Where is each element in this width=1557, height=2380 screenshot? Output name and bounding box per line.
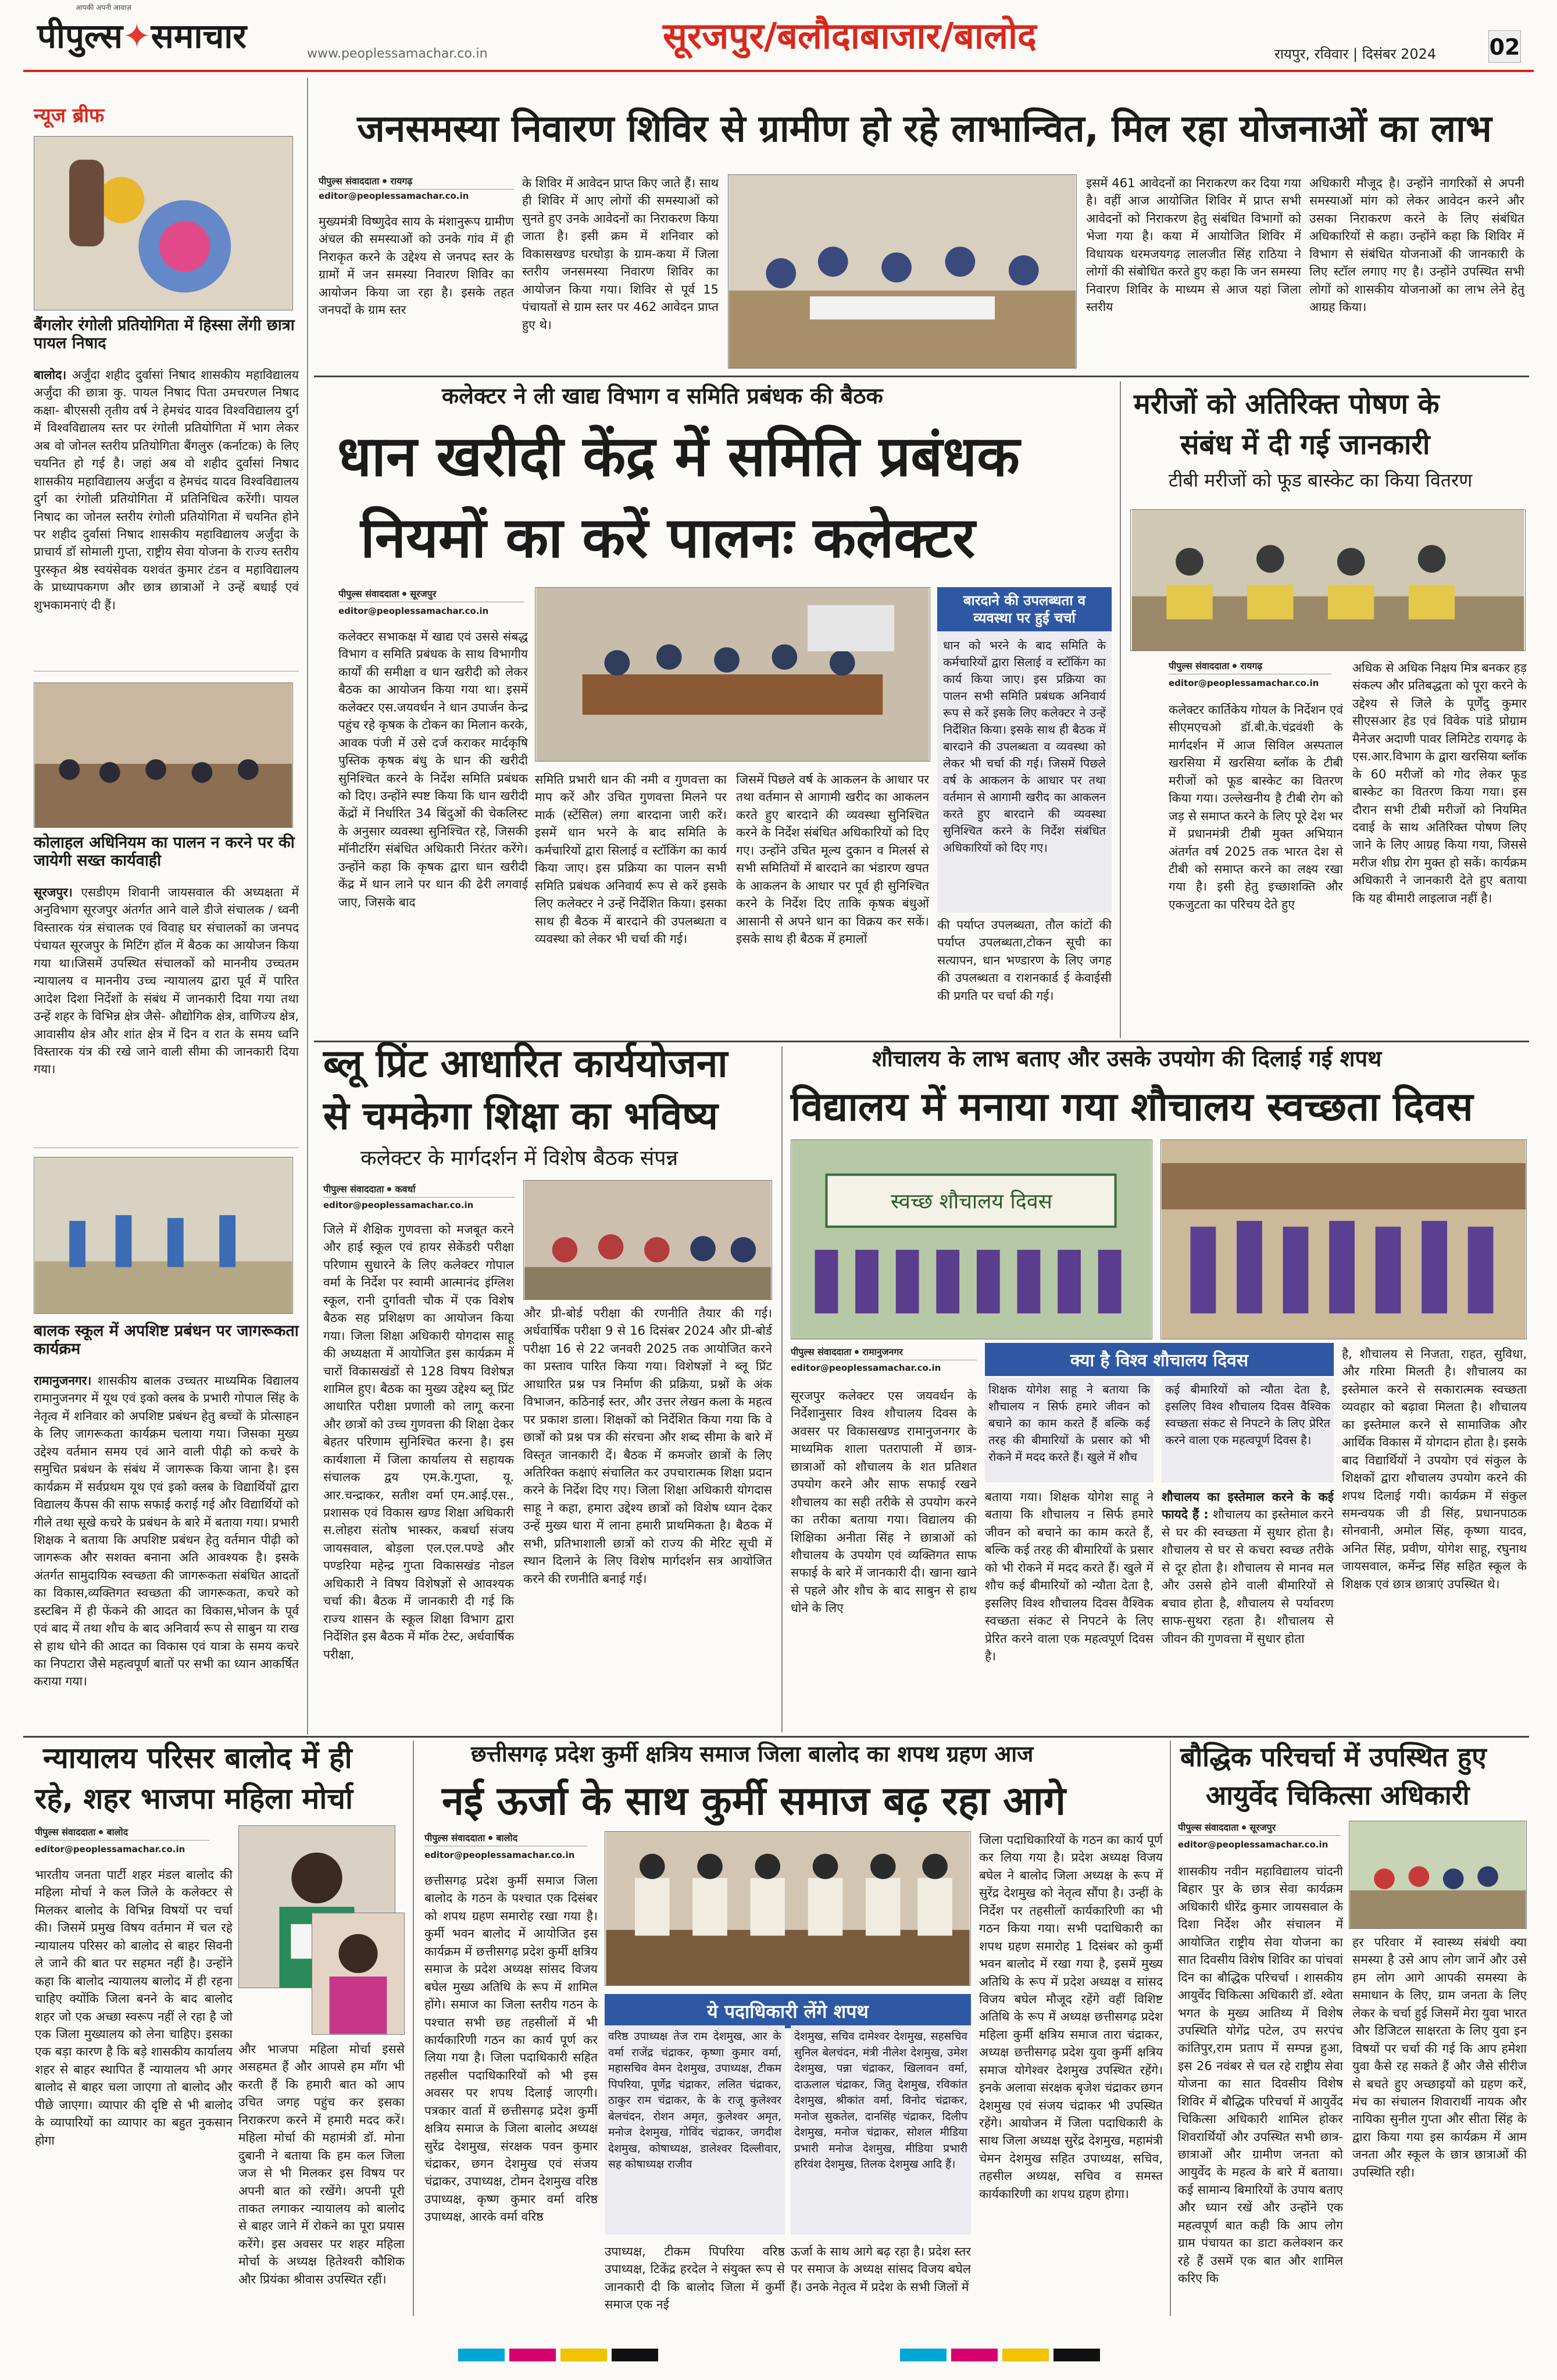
color-swatch-magenta <box>951 2349 998 2361</box>
article-7-email[interactable]: editor@peoplessamachar.co.in <box>424 1850 575 1860</box>
students-pledge-photo <box>1160 1139 1527 1339</box>
article-5-box-text-2: कई बीमारियों को न्यौता देता है, इसलिए विश्व शौचालय दिवस वैश्विक स्वच्छता संकट से निपटने के लिए प्रेरित करने वाला एक महत्वपूर्ण दिवस है। <box>1162 1378 1334 1482</box>
brief-2-place: सूरजपुर। <box>34 885 73 899</box>
column-rule <box>307 78 308 1735</box>
byline-author: पीपुल्स संवाददाता <box>323 1184 384 1195</box>
byline-place: बालोद <box>496 1832 518 1843</box>
website-link[interactable]: www.peoplessamachar.co.in <box>307 47 488 61</box>
page-number: 02 <box>1488 30 1521 63</box>
color-swatch-cyan <box>458 2349 505 2361</box>
toilet-day-banner-photo <box>791 1139 1152 1339</box>
article-5-col-4: है, शौचालय से निजता, राहत, सुविधा, और गरिमा मिलती है। शौचालय का इस्तेमाल करने से सकारात्मक स्वच्छता व्यवहार को बढ़ावा मिलता है। शौचालय का इस्तेमाल करने से सामाजिक और आर्थिक विकास में योगदान होता है। इसके बाद विद्यार्थियों ने उपयोग एवं संकुल के शिक्षकों द्वारा शौचालय उपयोग करने की शपथ दिलाई गयी। कार्यक्रम में संकुल समन्वयक जी डी सिंह, प्रधानपाठक सोनवानी, अमोल सिंह, कृष्णा यादव, अनित सिंह, प्रवीण, योगेश साहू, रघुनाथ जायसवाल, कर्मेन्द्र सिंह सहित स्कूल के शिक्षक एवं छात्र छात्राएं उपस्थित थे। <box>1342 1347 1527 1591</box>
logo-right: समाचार <box>151 16 247 56</box>
rangoli-photo <box>34 136 293 310</box>
logo-tagline: आपकी अपनी आवाज़ <box>76 3 131 12</box>
article-8-col-1: शासकीय नवीन महाविद्यालय चांदनी बिहार पुर के छात्र सेवा कार्यक्रम अधिकारी धीरेंद्र कुमार जायसवाल के दिशा निर्देश और संचालन में आयोजित राष्ट्रीय सेवा योजना का सात दिवसीय विशेष शिविर का पांचवां दिन का बौद्धिक परिचर्चा । शासकीय आयुर्वेद चिकित्सा अधिकारी डॉ. श्वेता भगत के मुख्य आतिथ्य में विशेष उपस्थिति योगेंद्र पटेल, उप सरपंच कांतिपुर,राम प्रताप में सम्पन्न हुआ, इस 26 नवंबर से चल रहे राष्ट्रीय सेवा योजना का सात दिवसीय विशेष शिविर में बौद्धिक परिचर्चा में आयुर्वेद चिकित्सा अधिकारी शामिल होकर शिवरार्थियों और उपस्थित सभी छात्र-छात्राओं और ग्रामीण जनता को आयुर्वेद के महत्व के बारे में बताया। कई सामान्य बिमारियों के उपाय बताए और ध्यान रखें और उन्होंने एक महत्वपूर्ण बात कही कि आप लोग ग्राम पंचायत का डाटा कलेक्शन कर रहे हैं उसमें एक बात और शामिल करिए कि <box>1178 1864 1343 2286</box>
sidebar-box-title: बारदाने की उपलब्धता व व्यवस्था पर हुई चर्चा <box>937 587 1112 631</box>
article-5-col-3 <box>1162 1488 1334 1732</box>
article-1-col-4: अधिकारी मौजूद है। उन्होंने नागरिकों से अपनी समस्याओं मांग को लेकर आवेदन करने और उसका निराकरण करने के लिए संबंधित अधिकारियों से कहा। उन्होंने कहा कि शिविर में विभाग से संबंधित योजनाओं की जानकारी के लिए स्टॉल लगाए गए है। उन्होंने उपस्थित सभी लोगों को शासकीय योजनाओं का लाभ लेने हेतु आग्रह किया। <box>1309 176 1524 315</box>
article-7-kicker: छत्तीसगढ़ प्रदेश कुर्मी क्षत्रिय समाज जिला बालोद का शपथ ग्रहण आज <box>471 1741 1034 1767</box>
article-7-box-text-2: देशमुख, सचिव दामेश्वर देशमुख, सहसचिव सुनिल बेलचंदन, मंत्री नीलेश देशमुख, उमेश देशमुख, पन्ना चंद्राकर, खिलावन वर्मा, दाऊलाल चंद्राकर, जितु देशमुख, रविकांत देशमुख, श्रीकांत वर्मा, विनोद चंद्राकर, मनोज सुकतेल, दानसिंह चंद्राकर, दिलीप देशमुख, मनोज चंद्राकर, सोशल मीडिया प्रभारी मनोज देशमुख, मीडिया प्रभारी हरिवंश देशमुख, तिलक देशमुख आदि हैं। <box>791 2025 971 2235</box>
article-4-email[interactable]: editor@peoplessamachar.co.in <box>323 1200 474 1210</box>
food-basket-photo <box>1130 509 1526 651</box>
byline-author: पीपुल्स संवाददाता <box>424 1832 485 1843</box>
brief-3-text: शासकीय बालक उच्चतर माध्यमिक विद्यालय रामानुजनगर में यूथ एवं इको क्लब के प्रभारी गोपाल सिंह के नेतृत्व में शनिवार को अपशिष्ट प्रबंधन हेतु बच्चों के प्रोत्साहन के लिए जागरूकता कार्यक्रम चलाया गया। जिसका मुख्य उद्देश्य वर्तमान समय एवं आने वाली पीढ़ी को कचरे के समुचित प्रबंधन के संबंध में जागरूक किया जाना है। इस कार्यक्रम में सर्वप्रथम यूथ एवं इको क्लब के विद्यार्थियों द्वारा विद्यालय कैंपस की साफ सफाई कराई गई और विद्यार्थियों को गीले तथा सूखे कचरे के प्रबंधन के बारे में बताया गया। प्रभारी शिक्षक ने बताया कि अपशिष्ट प्रबंधन हेतु वर्तमान पीढ़ी को जागरूक और सशक्त बनाना अति आवश्यक है। इसके अंतर्गत सामुदायिक स्वच्छता की जागरूकता संबंधित आदतों का विकास,व्यक्तिगत स्वच्छता की जागरूकता, कचरे को डस्टबिन में ही फेंकने की आदत का विकास,भोजन के पूर्व एवं बाद में तथा शौच के बाद अनिवार्य रूप से साबुन या राख से हाथ धोने की आदत का विकास एवं यात्रा के समय कचरे का निपटारा जैसे महत्वपूर्ण बातों पर सभी का ध्यान आकर्षित कराया गया। <box>34 1374 299 1689</box>
article-5-byline <box>791 1345 977 1360</box>
brief-2-text: एसडीएम शिवानी जायसवाल की अध्यक्षता में अनुविभाग सूरजपुर अंतर्गत आने वाले डीजे संचालक / ध्वनी विस्तारक यंत्र संचालक एवं विवाह घर संचालकों का जनपद पंचायत सूरजपुर के मिटिंग हॉल में बैठक का आयोजन किया गया था।जिसमें उपस्थित संचालकों को माननीय उच्चतम न्यायालय व माननीय उच्च न्यायालय द्वारा पूर्व में पारित आदेश दिशा निर्देशों के संबंध में जानकारी दिया गया तथा उन्हें शहर के विभिन्न क्षेत्र जैसे- औद्योगिक क्षेत्र, वाणिज्य क्षेत्र, आवासीय क्षेत्र और शांत क्षेत्र में दिन व रात के समय ध्वनि विस्तारक यंत्र की रखे जाने वाली सीमा की जानकारी दिया गया। <box>34 885 299 1077</box>
color-swatch-black <box>1054 2349 1100 2361</box>
article-1-col-2: के शिविर में आवेदन प्राप्त किए जाते हैं। साथ ही शिविर में आए लोगों की समस्याओं को सुनते हुए उनके आवेदनों का निराकरण किया जाता है। इसी क्रम में शनिवार को विकासखण्ड घरघोड़ा के ग्राम-कया में जिला स्तरीय जनसमस्या निवारण शिविर का आयोजन किया गया। शिविर से पूर्व 15 पंचायतों से ग्राम स्तर पर 462 आवेदन प्राप्त हुए थे। <box>522 176 719 332</box>
byline-author: पीपुल्स संवाददाता <box>35 1827 96 1838</box>
logo-left: पीपुल्स <box>37 16 123 56</box>
article-3-col-1: कलेक्टर कार्तिकेय गोयल के निर्देशन एवं सीएमएचओ डॉ.बी.के.चंद्रवंशी के मार्गदर्शन में आज सिविल अस्पताल खरसिया में खरसिया ब्लॉक के टीबी मरीजों को फूड बास्केट का वितरण किया गया। उल्लेखनीय है टीबी रोग को जड़ से समाप्त करने के लिए पूरे देश भर में प्रधानमंत्री टीबी मुक्त अभियान अंतर्गत वर्ष 2025 तक भारत देश से टीबी को समाप्त करने का लक्ष्य रखा गया है। इसी हेतु इच्छाशक्ति और एकजुटता का परिचय देते हुए <box>1169 703 1343 912</box>
color-swatch-cyan <box>900 2349 947 2361</box>
article-2-col-3: जिसमें पिछले वर्ष के आकलन के आधार पर तथा वर्तमान से आगामी खरीद का आकलन करते हुए बारदाने की व्यवस्था सुनिश्चित करने के निर्देश संबंधित अधिकारियों को दिए गए। उन्होंने उचित मूल्य दुकान व मिलर्स से सभी समितियों में बारदाने का भंडारण खपत के आकलन के आधार पर पूर्व ही सुनिश्चित करने के निर्देश दिए ताकि कृषक बंधुओं आसानी से अपने धान का विक्रय कर सकें। इसके साथ ही बैठक में हमालों <box>736 773 929 946</box>
column-rule <box>1170 1741 1171 2316</box>
article-5-col-2: बताया गया। शिक्षक योगेश साहू ने बताया कि शौचालय न सिर्फ हमारे जीवन को बचाने का काम करते हैं, बल्कि कई तरह की बीमारियों के प्रसार को भी रोकने में मदद करते हैं। खुले में शौच कई बीमारियों को न्यौता देता है, इसलिए विश्व शौचालय दिवस वैश्विक स्वच्छता संकट से निपटने के लिए प्रेरित करने वाला एक महत्वपूर्ण दिवस है। <box>985 1490 1154 1663</box>
camp-photo <box>728 174 1077 369</box>
article-7-col-4: जिला पदाधिकारियों के गठन का कार्य पूर्ण कर लिया गया है। प्रदेश अध्यक्ष विजय बघेल ने बालोद जिला अध्यक्ष के रूप में सुरेंद्र देशमुख को नेतृत्व सौंपा है। उन्हीं के निर्देश पर तहसीलों कार्यकारिणी का भी गठन किया गया। सभी पदाधिकारी का शपथ ग्रहण समारोह 1 दिसंबर को कुर्मी भवन बालोद में रखा गया है, इसमें मुख्य अतिथि के रूप में प्रदेश अध्यक्ष व सांसद विजय बघेल मौजूद रहेंगे वहीं विशिष्ट अतिथि के रूप में अध्यक्ष छत्तीसगढ़ प्रदेश महिला कुर्मी क्षत्रिय समाज तारा चंद्राकर, अध्यक्ष छत्तीसगढ़ प्रदेश युवा कुर्मी क्षत्रिय समाज योगेश्वर देशमुख उपस्थित रहेंगे। इनके अलावा संरक्षक बृजेश चंद्राकर छगन देशमुख एवं संजय चंद्राकर भी उपस्थित रहेंगे। आयोजन में जिला पदाधिकारी के साथ जिला अध्यक्ष सुरेंद्र देशमुख, महामंत्री चेमन देशमुख सहित उपाध्यक्ष, सचिव, तहसील अध्यक्ष, सचिव व समस्त कार्यकारिणी का शपथ ग्रहण होगा। <box>979 1833 1163 2201</box>
mahila-morcha-photo-2 <box>312 1913 405 2035</box>
news-brief-label: न्यूज ब्रीफ <box>34 104 105 127</box>
brief-2-body <box>34 884 299 1151</box>
article-5-col-1: सूरजपुर कलेक्टर एस जयवर्धन के निर्देशानुसार विश्व शौचालय दिवस के अवसर पर विकासखण्ड रामानुजनगर के माध्यमिक शाला पतरापाली में छात्र-छात्राओं को शौचालय के शत प्रतिशत उपयोग करने और साफ सफाई रखने शौचालय का सही तरीके से उपयोग करने का तरीका बताया गया। विद्यालय की शिक्षिका अनीता सिंह ने छात्राओं को शौचालय के उपयोग एवं व्यक्तिगत साफ सफाई के बारे में जानकारी दी। खाना खाने से पहले और शौच के बाद साबुन से हाथ धोने के लिए <box>791 1389 977 1616</box>
brief-3-headline: बालक स्कूल में अपशिष्ट प्रबंधन पर जागरूकता कार्यक्रम <box>34 1322 299 1359</box>
article-6-headline-line-2: रहे, शहर भाजपा महिला मोर्चा <box>35 1782 353 1816</box>
color-swatch-yellow <box>560 2349 607 2361</box>
byline-author: पीपुल्स संवाददाता <box>1169 660 1230 671</box>
article-6-email[interactable]: editor@peoplessamachar.co.in <box>35 1844 185 1854</box>
byline-author: पीपुल्स संवाददाता <box>1178 1822 1239 1833</box>
byline-place: रायगढ़ <box>390 176 413 187</box>
article-3-byline <box>1169 659 1331 674</box>
article-8-email[interactable]: editor@peoplessamachar.co.in <box>1178 1839 1329 1850</box>
article-4-col-1: जिले में शैक्षिक गुणवत्ता को मजबूत करने और हाई स्कूल एवं हायर सेकेंडरी परीक्षा परिणाम सुधारने के लिए कलेक्टर गोपाल वर्मा के निर्देश पर स्वामी आत्मानंद इंग्लिश स्कूल, रानी दुर्गावती चौक में एक विशेष बैठक सह प्रशिक्षण का आयोजन किया गया। जिला शिक्षा अधिकारी योगदास साहू की अध्यक्षता में आयोजित इस कार्यक्रम में चारों विकासखंडों से 128 विषय विशेषज्ञ शामिल हुए। बैठक का मुख्य उद्देश्य ब्लू प्रिंट आधारित परीक्षा प्रणाली को लागू करना और छात्रों को उच्च गुणवत्ता की शिक्षा देकर बेहतर परिणाम सुनिश्चित करना है। इस कार्यशाला में जिला कार्यालय से सहायक संचालक द्वय एम.के.गुप्ता, यू. आर.चन्द्राकर, सतीश वर्मा एम.आई.एस., प्रशासक एवं विकास खण्ड शिक्षा अधिकारी स.लोहरा संतोष भास्कर, कबर्धा संजय जायसवाल, बोड़ला एल.एल.पण्डे और पण्डरिया महेन्द्र गुप्ता विकासखंड नोडल अधिकारी ने विषय विशेषज्ञों से आवश्यक चर्चा की। बैठक में जानकारी दी गई कि राज्य शासन के स्कूल शिक्षा विभाग द्वारा निर्देशित इस बैठक में मॉक टेस्ट, अर्धवार्षिक परीक्षा, <box>323 1223 514 1661</box>
kurmi-press-meet-photo <box>605 1831 971 1986</box>
collector-meeting-photo <box>535 587 930 762</box>
sidebar-box-text: धान को भरने के बाद समिति के कर्मचारियों द्वारा सिलाई व स्टॉकिंग का कार्य किया जाए। इस प्रक्रिया का पालन सभी समिति प्रबंधक अनिवार्य रूप से करें इसके लिए कलेक्टर ने उन्हें निर्देशित किया। इसके साथ ही बैठक में बारदाने की उपलब्धता व व्यवस्था को लेकर भी चर्चा की गई। जिसमें पिछले वर्ष के आकलन के आधार पर तथा वर्तमान से आगामी खरीद का आकलन करते हुए बारदाने की व्यवस्था सुनिश्चित करने के निर्देश संबंधित अधिकारियों को दिए गए। <box>943 638 1106 855</box>
brief-1-headline: बैंगलोर रंगोली प्रतियोगिता में हिस्सा लेंगी छात्रा पायल निषाद <box>34 316 295 353</box>
article-5-box-text: शिक्षक योगेश साहू ने बताया कि शौचालय न सिर्फ हमारे जीवन को बचाने का काम करते हैं बल्कि कई तरह की बीमारियों के प्रसार को भी रोकने में मदद करते हैं। खुले में शौच <box>985 1378 1154 1482</box>
article-3-headline-line-1: मरीजों को अतिरिक्त पोषण के <box>1134 388 1440 420</box>
dateline: रायपुर, रविवार | दिसंबर 2024 <box>1274 46 1437 62</box>
byline-place: सूरजपुर <box>410 588 437 599</box>
article-5-email[interactable]: editor@peoplessamachar.co.in <box>791 1363 941 1373</box>
ayurved-camp-photo <box>1349 1821 1527 1929</box>
training-meeting-photo <box>523 1180 772 1300</box>
article-4-subhead: कलेक्टर के मार्गदर्शन में विशेष बैठक संपन्न <box>360 1146 678 1170</box>
article-5-box-title: क्या है विश्व शौचालय दिवस <box>985 1343 1334 1376</box>
byline-place: कवर्धा <box>395 1184 416 1195</box>
section-rule <box>23 1736 1529 1738</box>
article-7-headline: नई ऊर्जा के साथ कुर्मी समाज बढ़ रहा आगे <box>442 1778 1066 1824</box>
article-7-box-text: वरिष्ठ उपाध्यक्ष तेज राम देशमुख, आर के वर्मा राजेंद्र चंद्राकर, कृष्णा कुमार वर्मा, महासचिव वेमन देशमुख, उपाध्यक्ष, टीकम पिपरिया, पूर्णेद्र चंद्राकर, ललित चंद्राकर, ठाकुर राम चंद्राकर, के के राजू कुलेश्वर बेलचंदन, रोशन अमृत, कुलेश्वर अमृत, मनोज देशमुख, गोविंद चंद्राकर, जगदीश देशमुख, कोषाध्यक्ष, डालेश्वर दिल्लीवार, सह कोषाध्यक्ष राजीव <box>605 2025 785 2235</box>
column-rule <box>781 1046 783 1732</box>
article-6-byline <box>35 1825 209 1841</box>
article-3-headline-line-2: संबंध में दी गई जानकारी <box>1180 428 1430 461</box>
article-2-col-1: कलेक्टर सभाकक्ष में खाद्य एवं उससे संबद्ध विभाग व समिति प्रबंधक के साथ विभागीय कार्यों की समीक्षा व धान खरीदी को लेकर बैठक का आयोजन किया गया था। इसमें कलेक्टर एस.जयवर्धन ने धान उपार्जन केन्द्र पहुंच रहे कृषक के टोकन का मिलान करके, आवक पंजी में उसे दर्ज कराकर मार्दकृषि पुस्तिक कृषक बंधु के धान की खरीदी सुनिश्चित करने के निर्देश समिति प्रबंधक को दिए। उन्होंने स्पष्ट किया कि धान खरीदी केंद्रों में निर्धारित 34 बिंदुओं की चेकलिस्ट के अनुसार व्यवस्था सुनिश्चित रहे, जिसकी मॉनीटरिंग संबंधित अधिकारी निरंतर करेंगे। उन्होंने कहा कि कृषक द्वारा धान खरीदी केंद्र में धान लाने पर धान की ढेरी लगवाई जाए, जिसके बाद <box>338 630 528 909</box>
byline-place: रामानुजनगर <box>862 1346 903 1357</box>
article-2-headline-line-1: धान खरीदी केंद्र में समिति प्रबंधक <box>337 424 1020 489</box>
article-5-kicker: शौचालय के लाभ बताए और उसके उपयोग की दिलाई गई शपथ <box>872 1046 1382 1071</box>
article-4-col-2: और प्री-बोर्ड परीक्षा की रणनीति तैयार की गई। अर्धवार्षिक परीक्षा 9 से 16 दिसंबर 2024 और प्री-बोर्ड परीक्षा 16 से 22 जनवरी 2025 तक आयोजित करने का प्रस्ताव पारित किया गया। विशेषज्ञों ने ब्लू प्रिंट आधारित प्रश्न पत्र निर्माण की प्रक्रिया, प्रश्नों के अंक विभाजन, कठिनाई स्तर, और उत्तर लेखन कला के महत्व पर प्रकाश डाला। शिक्षकों को निर्देशित किया गया कि वे छात्रों को प्रश्न पत्र की संरचना और शब्द सीमा के बारे में विस्तृत जानकारी दें। बैठक में कमजोर छात्रों के लिए अतिरिक्त कक्षाएं संचालित कर उपचारात्मक शिक्षा प्रदान करने के निर्देश दिए गए। जिला शिक्षा अधिकारी योगदास साहू ने कहा, हमारा उद्देश्य छात्रों को विशेष ध्यान देकर उन्हें मुख्य धारा में लाना हमारी प्राथमिकता है। बैठक में सभी, प्रतिभाशाली छात्रों को राज्य की मेरिट सूची में स्थान दिलाने के लिए विशेष मार्गदर्शन सत्र आयोजित करने की रणनीति बनाई गई। <box>523 1306 772 1586</box>
school-cleanup-photo <box>34 1157 293 1314</box>
article-2-headline-line-2: नियमों का करें पालनः कलेक्टर <box>360 505 976 570</box>
byline-author: पीपुल्स संवाददाता <box>319 176 380 187</box>
article-1-byline <box>319 174 514 190</box>
article-2-kicker: कलेक्टर ने ली खाद्य विभाग व समिति प्रबंधक की बैठक <box>442 383 883 409</box>
byline-place: रायगढ़ <box>1240 660 1263 671</box>
article-3-email[interactable]: editor@peoplessamachar.co.in <box>1169 678 1319 688</box>
article-3-col-2: अधिक से अधिक निक्षय मित्र बनकर हड़ संकल्प और प्रतिबद्धता को पूरा करने के उद्देश्य से जिले के पूर्णेंदु कुमार सीएसआर हेड एवं विवेक पांडे प्रोग्राम मैनेजर अदाणी पावर लिमिटेड रायगढ़ के एस.आर.विभाग के द्वारा खरसिया ब्लॉक के 60 मरीजों को गोद लेकर फूड बास्केट का वितरण किया गया। इस दौरान सभी टीबी मरीजों को नियमित दवाई के साथ अतिरिक्त पोषण लिए जाने के लिए आग्रह किया गया, जिससे मरीज शीघ्र रोग मुक्त हो सकें। कार्यक्रम अधिकारी ने जानकारी देते हुए बताया कि यह बीमारी लाइलाज नहीं है। <box>1352 661 1527 905</box>
footer-color-strip <box>35 2346 1523 2364</box>
article-1-col-3: इसमें 461 आवेदनों का निराकरण कर दिया गया है। वहीं आज आयोजित शिविर में प्राप्त सभी आवेदनों को निराकरण हेतु संबंधित विभागों को भेजा गया है। कया में आयोजित शिविर में विधायक धरमजयगढ़ लालजीत सिंह राठिया ने लोगों की संबोधित करते हुए कहा कि जन समस्या निवारण शिविर के माध्यम से आज यहां जिला स्तरीय <box>1086 176 1301 315</box>
article-7-byline <box>424 1831 587 1846</box>
article-8-headline-line-2: आयुर्वेद चिकित्सा अधिकारी <box>1206 1779 1470 1811</box>
article-5-col-3-text: शौचालय का इस्तेमाल करने से घर की स्वच्छता में सुधार होता है। शौचालय से घर से कचरा स्वच्छ तरीके से दूर होता है। शौचालय से मानव मल और उससे होने वाली बीमारियों से बचाव होता है, शौचालय से पर्यावरण साफ-सुथरा रहता है। शौचालय से जीवन की गुणवत्ता में सुधार होता <box>1162 1507 1334 1646</box>
article-7-col-1: छत्तीसगढ़ प्रदेश कुर्मी समाज जिला बालोद के गठन के पश्चात एक दिसंबर को शपथ ग्रहण समारोह रखा गया है। कुर्मी भवन बालोद में आयोजित इस कार्यक्रम में छत्तीसगढ़ प्रदेश कुर्मी क्षत्रिय समाज के प्रदेश अध्यक्ष सांसद विजय बघेल मुख्य अतिथि के रूप में शामिल होंगे। समाज का जिला स्तरीय गठन के पश्चात सभी छह तहसीलों में भी कार्यकारिणी गठन का कार्य पूर्ण कर लिया गया है। जिला पदाधिकारी सहित तहसील पदाधिकारियों को भी इस अवसर पर शपथ दिलाई जाएगी। पत्रकार वार्ता में छत्तीसगढ़ प्रदेश कुर्मी क्षत्रिय समाज के जिला बालोद अध्यक्ष सुरेंद्र देशमुख, संरक्षक पवन कुमार चंद्राकर, छगन देशमुख एवं संजय चंद्राकर, उपाध्यक्ष, टोमन देशमुख वरिष्ठ उपाध्यक्ष, कृष्ण कुमार वर्मा वरिष्ठ उपाध्यक्ष, आरके वर्मा वरिष्ठ <box>424 1874 598 2224</box>
article-2-email[interactable]: editor@peoplessamachar.co.in <box>338 606 489 616</box>
article-7-box-title: ये पदाधिकारी लेंगे शपथ <box>605 1994 971 2028</box>
color-swatch-yellow <box>1002 2349 1049 2361</box>
article-2-col-2: समिति प्रभारी धान की नमी व गुणवत्ता का माप करें और उचित गुणवत्ता मिलने पर मार्क (स्टेंसिल) लगा बारदाना जारी करें। इसमें धान भरने के बाद समिति के कर्मचारियों द्वारा सिलाई व स्टॉकिंग का कार्य किया जाए। इस प्रक्रिया का पालन सभी समिति प्रबंधक अनिवार्य रूप से करें इसके लिए कलेक्टर ने उन्हें निर्देशित किया। इसका साथ ही बैठक में बारदाने की उपलब्धता व व्यवस्था को लेकर भी चर्चा की गई। <box>535 773 727 946</box>
article-6-col-1: भारतीय जनता पार्टी शहर मंडल बालोद की महिला मोर्चा ने कल जिले के कलेक्टर से मिलकर बालोद के विभिन्न विषयों पर चर्चा की। जिसमें प्रमुख विषय वर्तमान में चल रहे न्यायालय परिसर को बालोद से बाहर सिवनी ले जाने की बात पर सहमत नहीं है। उन्होंने कहा कि बालोद न्यायालय बालोद में ही रहना चाहिए क्योंकि जिला बनने के बाद बालोद शहर जो एक अच्छा स्वरूप नहीं ले रहा है जो एक जिला मुख्यालय को लेना चाहिए। इसका एक बड़ा कारण है कि बड़े शासकीय कार्यालय शहर से बाहर स्थापित हैं न्यायालय भी अगर बालोद से बाहर चला जाएगा तो बालोद और पीछे जाएगा। व्यापार की दृष्टि से भी बालोद के व्यापारियों का व्यापार का बहुत नुकसान होगा <box>35 1868 233 2147</box>
meeting-hall-photo <box>34 682 293 828</box>
article-5-headline: विद्यालय में मनाया गया शौचालय स्वच्छता दिवस <box>791 1084 1473 1130</box>
byline-place: सूरजपुर <box>1249 1822 1276 1833</box>
color-swatch-magenta <box>509 2349 556 2361</box>
brief-3-place: रामानुजनगर। <box>34 1374 92 1388</box>
article-8-col-2: हर परिवार में स्वास्थ्य संबंधी क्या समस्या है उसे आप लोग जानें और उसे हम लोग आगे आपकी समस्या के समाधान के लिए, ग्राम जनता के लिए लेकर के चर्चा हुई जिसमें मेरा युवा भारत और डिजिटल साक्षरता के लिए युवा इन विषयों पर चर्चा की गई कि आप हमेशा युवा कैसे रह सकते हैं और जैसे सीरीज से बचते हुए अच्छाइयों को ग्रहण करें, मंच का संचालन शिवारार्थी नायक और नायिका सुनील गुप्ता और सीता सिंह के द्वारा किया गया इस कार्यक्रम में आम जनता और स्कूल के छात्र छात्राओं की उपस्थिति रही। <box>1352 1935 1527 2179</box>
banner-text: स्वच्छ शौचालय दिवस <box>891 1189 1052 1214</box>
article-4-byline <box>323 1182 515 1198</box>
article-5-col-3-title: शौचालय का इस्तेमाल करने के कई फायदे हैं : <box>1162 1490 1334 1522</box>
byline-author: पीपुल्स संवाददाता <box>791 1346 852 1357</box>
article-8-byline <box>1178 1821 1341 1836</box>
masthead <box>0 0 1557 70</box>
brief-1-body <box>34 366 299 680</box>
edition-title: सूरजपुर/बलौदाबाजार/बालोद <box>663 15 1037 57</box>
article-4-headline-line-1: ब्लू प्रिंट आधारित कार्ययोजना <box>323 1041 728 1086</box>
article-3-subhead: टीबी मरीजों को फूड बास्केट का किया वितरण <box>1169 469 1473 491</box>
article-1-email[interactable]: editor@peoplessamachar.co.in <box>319 191 469 201</box>
column-rule <box>413 1741 414 2316</box>
byline-author: पीपुल्स संवाददाता <box>338 588 399 599</box>
article-8-headline-line-1: बौद्धिक परिचर्चा में उपस्थित हुए <box>1180 1741 1487 1773</box>
article-7-col-3: ऊर्जा के साथ आगे बढ़ रहा है। प्रदेश स्तर पर समाज के अध्यक्ष सांसद विजय बघेल हैं। उनके नेतृत्व में प्रदेश के सभी जिलों में <box>791 2245 971 2294</box>
article-1-col-1: मुख्यमंत्री विष्णुदेव साय के मंशानुरूप ग्रामीण अंचल की समस्याओं को उनके गांव में ही निराकृत करने के उद्देश्य से जनपद स्तर के ग्रामों में जन समस्या निवारण शिविर का आयोजन किया जा रहा है। इसके तहत जनपदों के ग्राम स्तर <box>319 215 514 317</box>
logo: पीपुल्स✦समाचार <box>37 16 247 56</box>
article-2-col-4: की पर्याप्त उपलब्धता, तौल कांटों की पर्याप्त उपलब्धता,टोकन सूची का सत्यापन, धान भण्डारण के लिए जगह की उपलब्धता व राशनकार्ड ई केवाईसी की प्रगति पर चर्चा की गई। <box>937 918 1112 1003</box>
section-rule <box>314 376 1529 377</box>
article-2-byline <box>338 587 524 602</box>
byline-place: बालोद <box>106 1827 128 1838</box>
masthead-rule <box>23 70 1534 72</box>
color-swatch-black <box>612 2349 658 2361</box>
column-rule <box>1120 381 1121 1038</box>
article-4-headline-line-2: से चमकेगा शिक्षा का भविष्य <box>323 1093 718 1138</box>
article-7-col-2: उपाध्यक्ष, टीकम पिपरिया वरिष्ठ उपाध्यक्ष, टिकेंद्र हरदेल ने संयुक्त रूप से जानकारी दी कि बालोद जिला में कुर्मी समाज एक नई <box>605 2245 785 2312</box>
brief-2-headline: कोलाहल अधिनियम का पालन न करने पर की जायेगी सख्त कार्यवाही <box>34 834 295 870</box>
article-6-headline-line-1: न्यायालय परिसर बालोद में ही <box>43 1741 352 1775</box>
brief-1-text: अर्जुंदा शहीद दुर्वासां निषाद शासकीय महाविद्यालय अर्जुंदा की छात्रा कु. पायल निषाद पिता उमचरणल निषाद कक्षा- बीएससी तृतीय वर्ष ने हेमचंद यादव विश्वविद्यालय दुर्ग में विश्वविद्यालय स्तर पर रंगोली प्रतियोगिता में भाग लेकर अब वो जोनल स्तरीय प्रतियोगिता बैंगलुरु (कर्नाटक) के लिए चयनित हो गई है। जहां अब वो शहीद दुर्वासां निषाद शासकीय महाविद्यालय अर्जुंदा व हेमचंद यादव विश्वविद्यालय दुर्ग का रंगोली प्रतियोगिता में प्रतिनिधित्व करेंगी। पायल निषाद का जोनल स्तरीय रंगोली प्रतियोगिता में चयनित होने पर शहीद दुर्वासां निषाद शासकीय महाविद्यालय अर्जुंदा के प्राचार्य डॉ सोमाली गुप्ता, राष्ट्रीय सेवा योजना के राज्य स्तरीय पुरस्कृत श्रेष्ठ स्वयंसेवक यशवंत कुमार टंडन व महाविद्यालय के प्राध्यापकगण और छात्र छात्राओं ने उन्हें बधाई एवं शुभकामनाएं दी हैं। <box>34 368 299 612</box>
brief-1-place: बालोद। <box>34 368 67 382</box>
article-1-headline: जनसमस्या निवारण शिविर से ग्रामीण हो रहे लाभान्वित, मिल रहा योजनाओं का लाभ <box>357 108 1492 151</box>
article-2-sidebar-box <box>937 587 1112 913</box>
article-6-col-2: और भाजपा महिला मोर्चा इससे असहमत हैं और आपसे हम माँग भी करती हैं कि हमारी बात को आप उचित जगह पहुंच कर इसका निराकरण करने में हमारी मदद करें। महिला मोर्चा की महामंत्री डॉ. मोना दुबानी ने बताया कि हम कल जिला जज से भी मिलकर इस विषय पर अपनी बात को रखेंगे। अपनी पूरी ताकत लगाकर न्यायालय को बालोद से बाहर जाने में रोकने का पूरा प्रयास करेंगे। इस अवसर पर शहर महिला मोर्चा के अध्यक्ष हितेश्वरी कौशिक और प्रियंका श्रीवास उपस्थित रहीं। <box>238 2042 405 2286</box>
